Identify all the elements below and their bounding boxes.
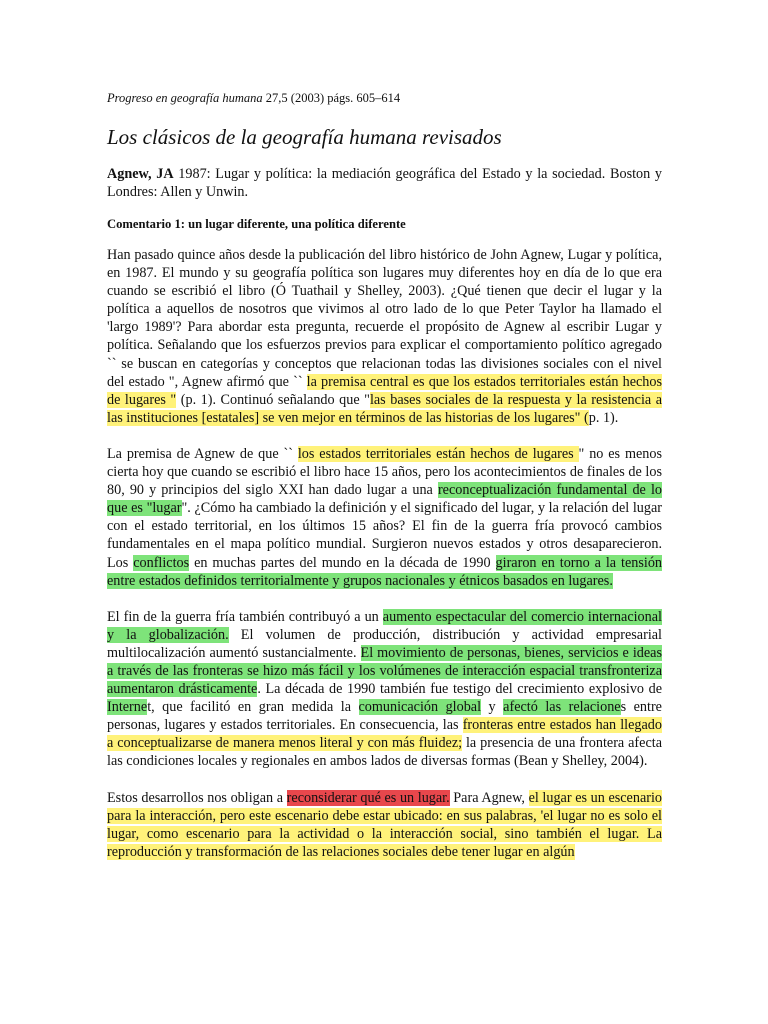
text-run: Estos desarrollos nos obligan a: [107, 789, 287, 806]
highlighted-text: la premisa central es que los estados territoriales están hechos de lugares ": [107, 373, 663, 408]
highlighted-text: ases sociales de la respuesta y la resistencia a las instituciones [estatales] se ven mejor en términos de las historias de los lugares" (: [107, 391, 663, 426]
text-run: la presencia de una frontera afecta las condiciones locales y regionales en ambos lados de diversas formas (Bean y Shelley, 2004).: [107, 735, 662, 770]
book-reference: [107, 165, 662, 201]
text-run: El fin de la guerra fría también contribuyó a un: [107, 608, 383, 625]
body-text: [107, 246, 662, 879]
highlighted-text: reconceptualización fundamental de lo que es "lugar: [107, 482, 662, 517]
highlighted-text: conflictos: [133, 554, 190, 571]
reference-author: Agnew, JA: [107, 166, 174, 182]
body-paragraph: [107, 246, 662, 427]
text-run: (p. 1). Continuó señalando que ": [176, 391, 370, 408]
journal-name: Progreso en geografía humana: [107, 91, 263, 105]
text-run: ". ¿Cómo ha cambiado la definición y el significado del lugar, y la relación del lugar con el estado territorial, en los últimos 15 años? El fin de la guerra fría provocó cambios fundamentales en el mapa político mundial. Surgieron nuevos estados y otros desaparecieron. Los: [107, 500, 662, 571]
highlighted-text: comunicación global: [358, 699, 482, 716]
text-run: en muchas partes del mundo en la década de 1990: [189, 554, 496, 571]
text-run: p. 1).: [588, 409, 619, 426]
highlighted-text: El movimiento de personas, bienes, servicios e ideas a través de las fronteras se hizo más fácil y los volúmenes de interacción espacial transfronteriza aumentaron drásticamente: [107, 644, 663, 698]
highlighted-text: afectó las relacione: [503, 699, 621, 716]
text-run: s entre personas, lugares y estados territoriales. En consecuencia, las: [107, 699, 662, 734]
highlighted-text: las b: [369, 391, 398, 408]
body-paragraph: [107, 789, 662, 861]
text-run: Han pasado quince años desde la publicación del libro histórico de John Agnew, Lugar y política, en 1987. El mundo y su geografía política son lugares muy diferentes hoy en día de lo que era cuando se escribió el libro (Ó Tuathail y Shelley, 2003). ¿Qué tienen que decir el lugar y la política a aquellos de nosotros que vivimos al otro lado de lo que Peter Taylor ha llamado el 'largo 1989'? Para abordar esta pregunta, recuerde el propósito de Agnew al escribir Lugar y política. Señalando que los esfuerzos previos para explicar el comportamiento político agregado `` se buscan en categorías y conceptos que relacionan todas las divisiones sociales con el nivel del estado ", Agnew afirmó que ``: [107, 247, 662, 390]
text-run: . La década de 1990 también fue testigo del crecimiento explosivo de: [257, 681, 663, 698]
highlighted-text: fronteras entre estados han llegado a conceptualizarse de manera menos literal y con más fluidez;: [107, 717, 662, 752]
text-run: La premisa de Agnew de que ``: [107, 445, 298, 462]
highlighted-text: aumento espectacular del comercio internacional y la globalización.: [107, 608, 662, 643]
journal-citation: [107, 90, 400, 106]
text-run: El volumen de producción, distribución y actividad empresarial multilocalización aumentó sustancialmente.: [107, 626, 663, 661]
highlighted-text: reconsiderar qué es un lugar.: [286, 789, 450, 806]
body-paragraph: [107, 445, 662, 590]
journal-reference: 27,5 (2003) págs. 605–614: [265, 91, 401, 105]
highlighted-text: los estados territoriales están hechos de lugares: [297, 445, 579, 462]
highlighted-text: Interne: [107, 699, 148, 716]
text-run: " no es menos cierta hoy que cuando se escribió el libro hace 15 años, pero los acontecimientos de finales de los 80, 90 y principios del siglo XXI han dado lugar a una: [107, 445, 662, 499]
text-run: Para Agnew,: [449, 789, 529, 806]
page-title: Los clásicos de la geografía humana revisados: [107, 125, 502, 149]
highlighted-text: el lugar es un escenario para la interacción, pero este escenario debe estar ubicado: en sus palabras, 'el lugar no es solo el lugar, como escenario para la actividad o la interacción social, sino también el lugar. La reproducción y transformación de las relaciones sociales debe tener lugar en algún: [107, 789, 663, 860]
comment-heading: Comentario 1: un lugar diferente, una política diferente: [107, 217, 406, 231]
reference-text: 1987: Lugar y política: la mediación geográfica del Estado y la sociedad. Boston y Londres: Allen y Unwin.: [107, 166, 663, 200]
text-run: t, que facilitó en gran medida la: [147, 699, 359, 716]
body-paragraph: [107, 608, 662, 771]
highlighted-text: giraron en torno a la tensión entre estados definidos territorialmente y grupos nacionales y étnicos basados en lugares.: [107, 554, 663, 589]
text-run: y: [481, 699, 504, 716]
